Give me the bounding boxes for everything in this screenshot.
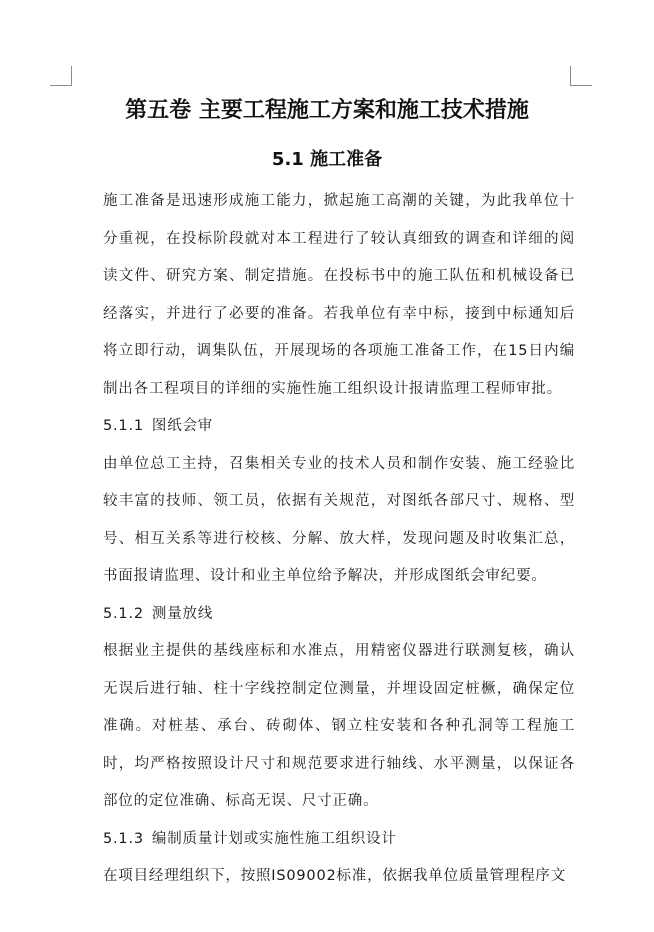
subsection-heading-5-1-2 [103,596,575,634]
volume-title: 第五卷 主要工程施工方案和施工技术措施 [125,98,529,123]
subsection-heading-5-1-1 [103,408,575,446]
document-body [103,183,575,896]
subsection-number: 5.1.3 [103,830,144,847]
subsection-number: 5.1.1 [103,418,144,434]
subsection-number: 5.1.2 [103,605,144,622]
subsection-heading-5-1-3 [103,821,575,859]
intro-paragraph: 施工准备是迅速形成施工能力，掀起施工高潮的关键，为此我单位十分重视，在投标阶段就对本工程进行了较认真细致的调查和详细的阅读文件、研究方案、制定措施。在投标书中的施工队伍和机械设备已经落实，并进行了必要的准备。若我单位有幸中标，接到中标通知后将立即行动，调集队伍，开展现场的各项施工准备工作，在15日内编制出各工程项目的详细的实施性施工组织设计报请监理工程师审批。 [103,193,575,397]
subsection-title: 图纸会审 [151,418,214,434]
subsection-paragraph-5-1-2: 根据业主提供的基线座标和水准点，用精密仪器进行联测复核，确认无误后进行轴、柱十字线控制定位测量，并埋设固定桩橛，确保定位准确。对桩基、承台、砖砌体、钢立柱安装和各种孔洞等工程施工时，均严格按照设计尺寸和规范要求进行轴线、水平测量，以保证各部位的定位准确、标高无误、尺寸正确。 [103,643,575,809]
subsection-paragraph-5-1-1: 由单位总工主持，召集相关专业的技术人员和制作安装、施工经验比较丰富的技师、领工员，依据有关规范，对图纸各部尺寸、规格、型号、相互关系等进行校核、分解、放大样，发现问题及时收集汇总，书面报请监理、设计和业主单位给予解决，并形成图纸会审纪要。 [103,455,575,584]
section-title: 5.1 施工准备 [271,149,383,170]
subsection-title: 编制质量计划或实施性施工组织设计 [151,830,397,847]
subsection-paragraph-5-1-3: 在项目经理组织下，按照IS09002标准，依据我单位质量管理程序文 [103,868,567,884]
page-corner-mark-top-right [570,66,592,86]
subsection-title: 测量放线 [151,605,214,622]
page-corner-mark-top-left [50,66,72,86]
